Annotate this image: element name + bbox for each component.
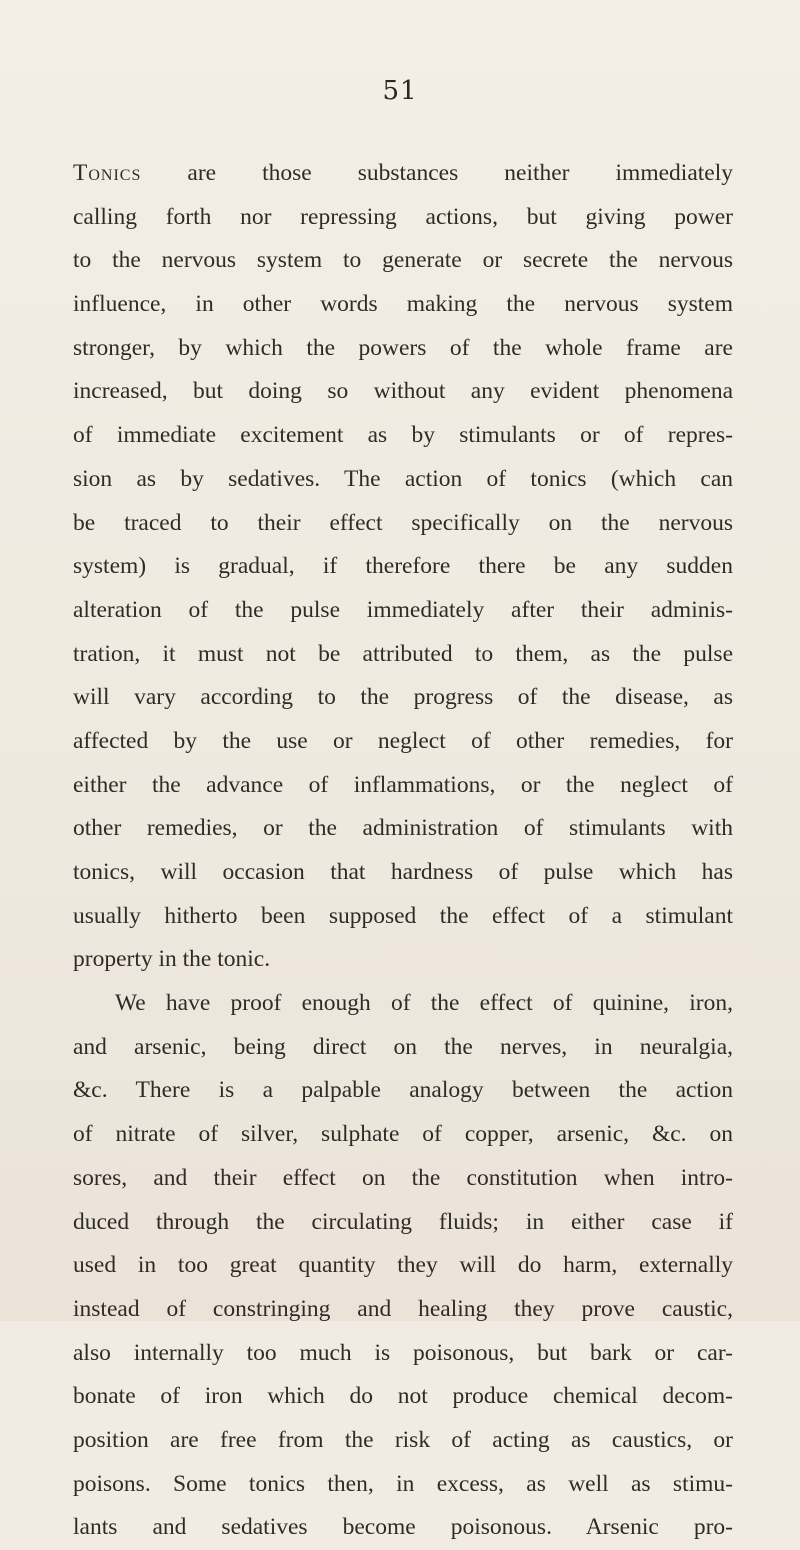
text-line: used in too great quantity they will do harm, externally [73, 1252, 733, 1279]
text-line: affected by the use or neglect of other remedies, for [73, 727, 733, 754]
text-line: of immediate excitement as by stimulants or of repres- [73, 422, 733, 449]
text-line: system) is gradual, if therefore there be any sudden [73, 553, 733, 580]
text-line: to the nervous system to generate or secrete the nervous [73, 247, 733, 274]
text-line: be traced to their effect specifically on the nervous [73, 509, 733, 536]
text-line: Tonics are those substances neither immediately [73, 160, 733, 186]
text-line: also internally too much is poisonous, but bark or car- [73, 1339, 733, 1366]
text-line: bonate of iron which do not produce chemical decom- [73, 1383, 733, 1410]
text-line: tration, it must not be attributed to them, as the pulse [73, 640, 733, 667]
text-line: sion as by sedatives. The action of tonics (which can [73, 465, 733, 492]
text-line: calling forth nor repressing actions, but giving power [73, 203, 733, 230]
text-line: instead of constringing and healing they prove caustic, [73, 1295, 733, 1322]
text-line: usually hitherto been supposed the effect of a stimulant [73, 902, 733, 929]
text-line: will vary according to the progress of the disease, as [73, 684, 733, 711]
text-line: other remedies, or the administration of stimulants with [73, 815, 733, 842]
text-line: sores, and their effect on the constitution when intro- [73, 1164, 733, 1191]
text-line: property in the tonic. [73, 946, 271, 973]
lead-word: Tonics [73, 160, 142, 186]
text-line: &c. There is a palpable analogy between the action [73, 1077, 733, 1104]
text-line: stronger, by which the powers of the whole frame are [73, 334, 733, 361]
text-line: influence, in other words making the nervous system [73, 291, 733, 318]
text-line: of nitrate of silver, sulphate of copper, arsenic, &c. on [73, 1121, 733, 1148]
paragraph [73, 982, 733, 1550]
text-line: tonics, will occasion that hardness of pulse which has [73, 859, 733, 885]
page-number: 51 [382, 76, 418, 106]
body-text [73, 152, 733, 1550]
text-line: poisons. Some tonics then, in excess, as well as stimu- [73, 1470, 733, 1497]
text-line: and arsenic, being direct on the nerves, in neuralgia, [73, 1033, 733, 1060]
paragraph [73, 152, 733, 982]
text-line: duced through the circulating fluids; in either case if [73, 1208, 733, 1235]
text-line: position are free from the risk of acting as caustics, or [73, 1426, 733, 1453]
text-line: lants and sedatives become poisonous. Arsenic pro- [73, 1514, 733, 1541]
text-line: either the advance of inflammations, or the neglect of [73, 771, 733, 798]
text-line: We have proof enough of the effect of quinine, iron, [115, 990, 733, 1017]
text-line: alteration of the pulse immediately after their adminis- [73, 596, 733, 623]
text-line: increased, but doing so without any evident phenomena [73, 378, 733, 405]
